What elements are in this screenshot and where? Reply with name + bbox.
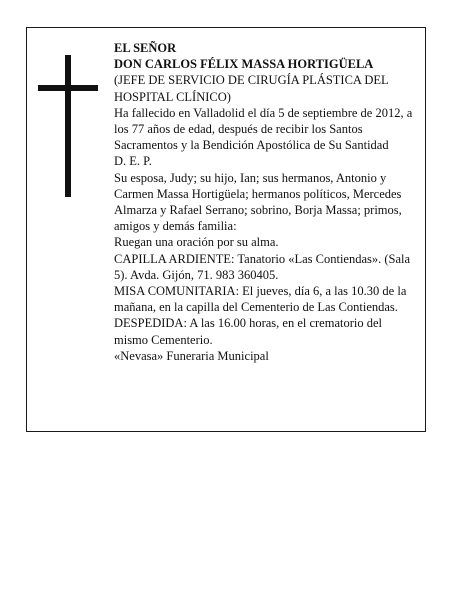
notice-body: [114, 40, 417, 364]
title-line: EL SEÑOR: [114, 41, 177, 55]
death-announcement: Ha fallecido en Valladolid el día 5 de septiembre de 2012, a los 77 años de edad, después de recibir los Santos Sacramentos y la Bendición Apostólica de Su Santidad: [114, 105, 413, 153]
farewell-info: DESPEDIDA: A las 16.00 horas, en el crematorio del mismo Cementerio.: [114, 316, 383, 347]
prayer-request: Ruegan una oración por su alma.: [114, 235, 279, 250]
rip-line: D. E. P.: [114, 154, 152, 169]
cross-vertical-bar: [65, 55, 71, 197]
cross-horizontal-bar: [38, 85, 98, 91]
deceased-name: DON CARLOS FÉLIX MASSA HORTIGÜELA: [114, 57, 374, 72]
obituary-notice: [26, 27, 426, 432]
cross-icon: [38, 55, 98, 197]
funeral-home: «Nevasa» Funeraria Municipal: [114, 348, 269, 363]
family-list: Su esposa, Judy; su hijo, Ian; sus hermanos, Antonio y Carmen Massa Hortigüela; hermanos políticos, Mercedes Almarza y Rafael Serrano; sobrino, Borja Massa; primos, amigos y demás familia:: [114, 170, 402, 234]
mass-info: MISA COMUNITARIA: El jueves, día 6, a las 10.30 de la mañana, en la capilla del Cementerio de Las Contiendas.: [114, 284, 407, 315]
position-line: (JEFE DE SERVICIO DE CIRUGÍA PLÁSTICA DEL HOSPITAL CLÍNICO): [114, 73, 389, 104]
chapel-info: CAPILLA ARDIENTE: Tanatorio «Las Contiendas». (Sala 5). Avda. Gijón, 71. 983 360405.: [114, 251, 411, 282]
